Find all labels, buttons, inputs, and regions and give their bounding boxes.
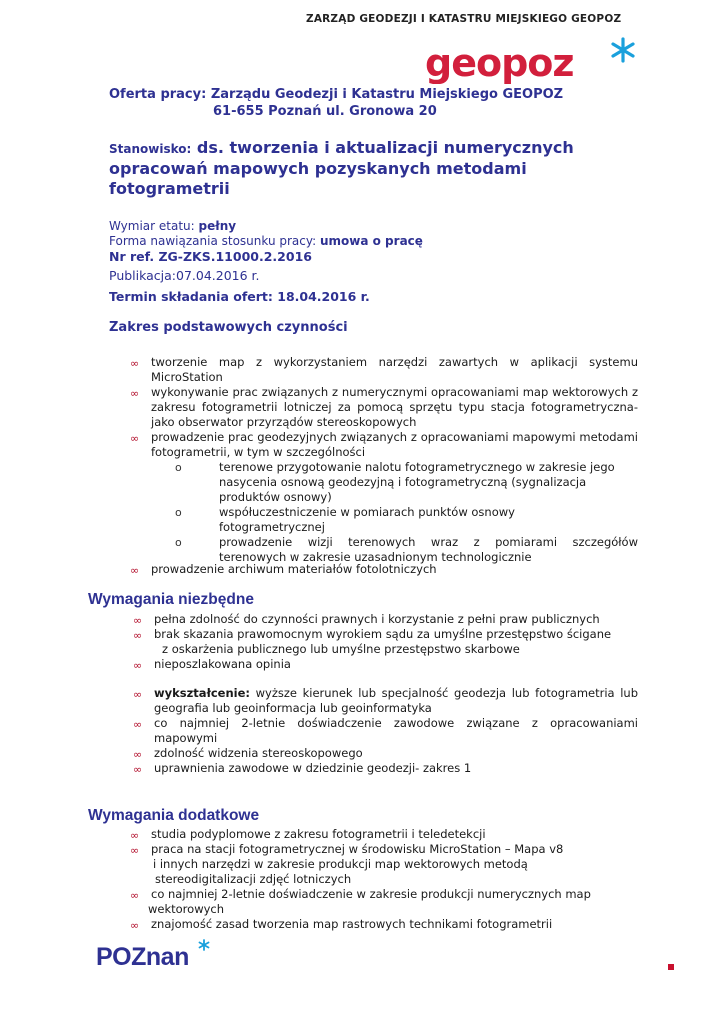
list-item-continuation: stereodigitalizacji zdjęć lotniczych xyxy=(155,872,352,886)
additional-heading: Wymagania dodatkowe xyxy=(88,807,260,824)
list-item-continuation: i innych narzędzi w zakresie produkcji map wektorowych metodą xyxy=(153,857,528,871)
page-corner-mark xyxy=(668,964,674,970)
contract-value: umowa o pracę xyxy=(319,234,423,248)
asterisk-icon xyxy=(200,940,209,950)
scope-sublist xyxy=(175,460,638,565)
organization-header: ZARZĄD GEODEZJI I KATASTRU MIEJSKIEGO GEOPOZ xyxy=(306,13,622,25)
deadline: Termin składania ofert: 18.04.2016 r. xyxy=(109,289,370,304)
circle-bullet-icon: o xyxy=(175,536,182,549)
circle-bullet-icon: o xyxy=(175,461,182,474)
sub-list-item: o terenowe przygotowanie nalotu fotogrametrycznego w zakresie jego nasycenia osnową geodezyjną i fotogrametryczną (sygnalizacja produktów osnowy) xyxy=(175,460,615,504)
infinity-bullet-icon: ∞ xyxy=(133,688,143,701)
required-list xyxy=(133,612,638,672)
offer-title-line2: 61-655 Poznań ul. Gronowa 20 xyxy=(213,103,437,119)
reference-number: Nr ref. ZG-ZKS.11000.2.2016 xyxy=(109,249,312,264)
scope-heading: Zakres podstawowych czynności xyxy=(109,320,348,335)
list-item: ∞ co najmniej 2-letnie doświadczenie zawodowe związane z opracowaniami mapowymi xyxy=(133,716,638,745)
poznan-logo-text: POZnan xyxy=(96,943,189,971)
infinity-bullet-icon: ∞ xyxy=(130,432,140,445)
list-item: ∞ znajomość zasad tworzenia map rastrowych technikami fotogrametrii xyxy=(130,917,553,932)
infinity-bullet-icon: ∞ xyxy=(130,357,140,370)
list-item: ∞ uprawnienia zawodowe w dziedzinie geodezji- zakres 1 xyxy=(133,761,472,776)
sub-list-item: o współuczestniczenie w pomiarach punktów osnowy fotogrametrycznej xyxy=(175,505,515,534)
list-item: ∞ prowadzenie prac geodezyjnych związanych z opracowaniami mapowymi metodami fotogrametrii, w tym w szczególności xyxy=(130,430,638,459)
sub-list-item: o prowadzenie wizji terenowych wraz z pomiarami szczegółów terenowych w zakresie uzasadnionym technologicznie xyxy=(175,535,638,564)
infinity-bullet-icon: ∞ xyxy=(130,564,140,577)
infinity-bullet-icon: ∞ xyxy=(133,763,143,776)
infinity-bullet-icon: ∞ xyxy=(133,614,143,627)
geopoz-logo xyxy=(425,36,640,84)
asterisk-icon xyxy=(613,39,633,61)
infinity-bullet-icon: ∞ xyxy=(133,718,143,731)
infinity-bullet-icon: ∞ xyxy=(130,387,140,400)
position-label: Stanowisko: xyxy=(109,142,192,156)
infinity-bullet-icon: ∞ xyxy=(130,919,140,932)
list-item: ∞ zdolność widzenia stereoskopowego xyxy=(133,746,363,761)
list-item: ∞ wykonywanie prac związanych z numerycznymi opracowaniami map wektorowych z zakresu fotogrametrii lotniczej za pomocą sprzętu typu stacja fotogrametryczna-jako obserwator przyrządów stereoskopowych xyxy=(130,385,638,429)
list-item: ∞ co najmniej 2-letnie doświadczenie w zakresie produkcji numerycznych map xyxy=(130,887,591,902)
offer-title xyxy=(109,87,629,120)
list-item-continuation: wektorowych xyxy=(148,902,225,916)
scope-list-end xyxy=(130,562,638,577)
position-value: ds. tworzenia i aktualizacji numerycznych opracowań mapowych pozyskanych metodami fotogrametrii xyxy=(109,138,574,198)
logo-text: geopoz xyxy=(425,41,574,84)
list-item: ∞ prowadzenie archiwum materiałów fotolotniczych xyxy=(130,562,437,577)
circle-bullet-icon: o xyxy=(175,506,182,519)
infinity-bullet-icon: ∞ xyxy=(133,629,143,642)
position xyxy=(109,138,629,199)
publication-date: Publikacja:07.04.2016 r. xyxy=(109,268,260,283)
fte-row: Wymiar etatu: pełny xyxy=(109,219,237,233)
list-item: ∞ brak skazania prawomocnym wyrokiem sądu za umyślne przestępstwo ścigane xyxy=(133,627,612,642)
infinity-bullet-icon: ∞ xyxy=(130,829,140,842)
list-item: ∞ wykształcenie: wyższe kierunek lub specjalność geodezja lub fotogrametria lub geografia lub geoinformacja lub geoinformatyka xyxy=(133,686,638,715)
list-item: ∞ studia podyplomowe z zakresu fotogrametrii i teledetekcji xyxy=(130,827,486,842)
contract-row: Forma nawiązania stosunku pracy: umowa o pracę xyxy=(109,234,423,248)
required-list-2 xyxy=(133,686,638,776)
infinity-bullet-icon: ∞ xyxy=(130,889,140,902)
list-item-continuation: z oskarżenia publicznego lub umyślne przestępstwo skarbowe xyxy=(162,642,520,656)
required-heading: Wymagania niezbędne xyxy=(88,591,254,608)
list-item: ∞ pełna zdolność do czynności prawnych i korzystanie z pełni praw publicznych xyxy=(133,612,600,627)
fte-value: pełny xyxy=(198,219,237,233)
offer-title-line1: Oferta pracy: Zarządu Geodezji i Katastru Miejskiego GEOPOZ xyxy=(109,87,564,102)
additional-list xyxy=(130,827,638,932)
poznan-logo xyxy=(96,938,216,972)
infinity-bullet-icon: ∞ xyxy=(133,659,143,672)
infinity-bullet-icon: ∞ xyxy=(133,748,143,761)
scope-list xyxy=(130,355,638,460)
infinity-bullet-icon: ∞ xyxy=(130,844,140,857)
list-item: ∞ praca na stacji fotogrametrycznej w środowisku MicroStation – Mapa v8 xyxy=(130,842,564,857)
list-item: ∞ nieposzlakowana opinia xyxy=(133,657,291,672)
list-item: ∞ tworzenie map z wykorzystaniem narzędzi zawartych w aplikacji systemu MicroStation xyxy=(130,355,638,384)
